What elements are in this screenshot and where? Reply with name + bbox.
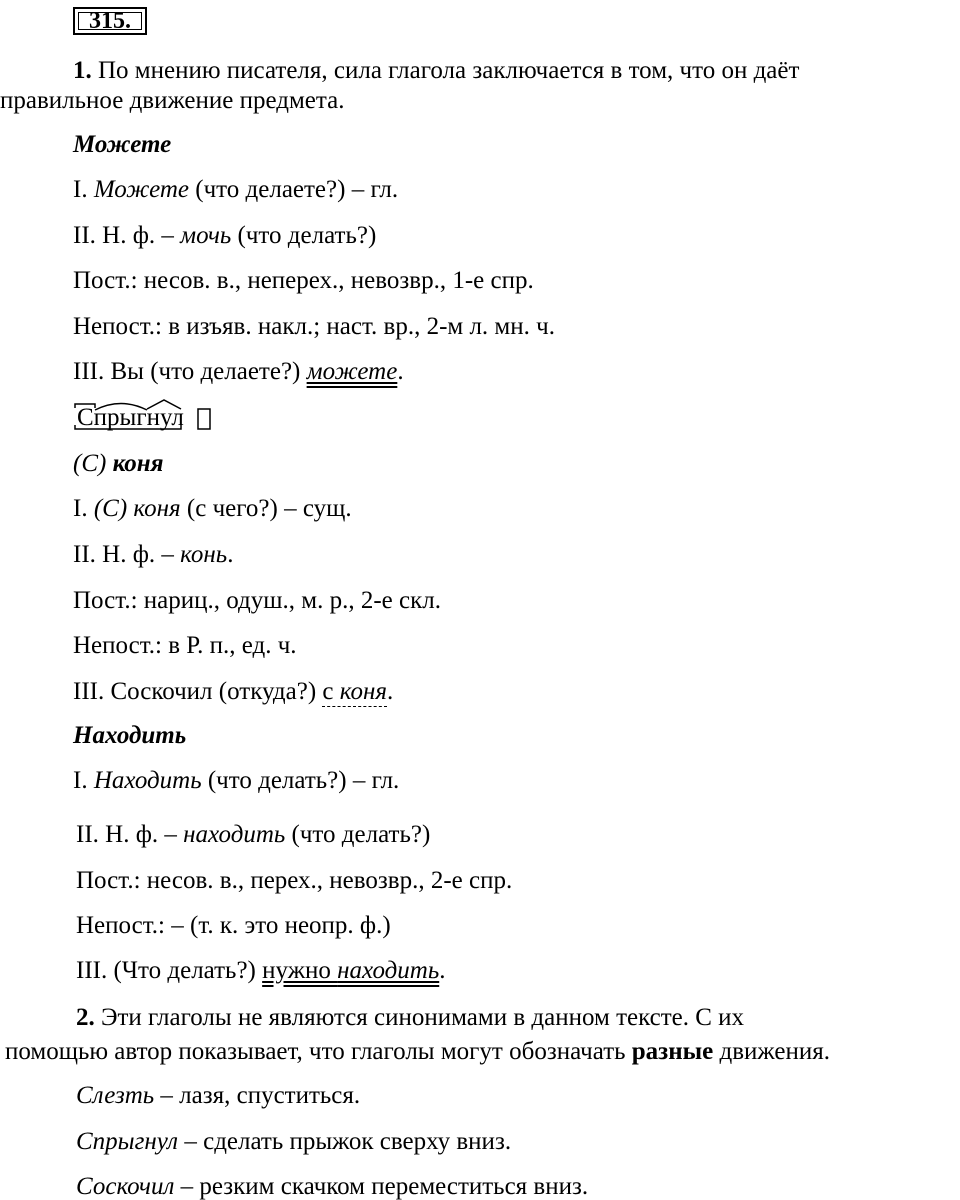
paragraph-2-line-1: [76, 1005, 744, 1030]
paragraph-2-number: 2.: [76, 1004, 95, 1031]
paragraph-1-line-1: [73, 58, 799, 83]
text: .: [387, 678, 394, 705]
definition-text: – лазя, спуститься.: [154, 1082, 361, 1109]
text-italic: (С): [73, 450, 113, 477]
text: III. Соскочил (откуда?): [73, 678, 323, 705]
definition-2: [76, 1129, 511, 1154]
text: движения.: [713, 1038, 830, 1065]
text-italic: конь: [180, 541, 228, 568]
text: с: [322, 678, 340, 705]
text: (с чего?) – сущ.: [180, 495, 352, 522]
konya-line-4: Непост.: в Р. п., ед. ч.: [73, 632, 297, 659]
paragraph-1-text-1: По мнению писателя, сила глагола заключается в том, что он даёт: [98, 57, 800, 84]
text-bold: разные: [631, 1038, 714, 1065]
predicate-underlined: можете: [306, 358, 398, 385]
text: (что делать?): [285, 821, 431, 848]
konya-heading: [73, 451, 164, 476]
adverbial-underlined: [322, 678, 387, 707]
paragraph-1-line-2: правильное движение предмета.: [0, 87, 345, 114]
konya-line-1: [73, 496, 352, 521]
konya-line-2: [73, 542, 233, 567]
mozhete-heading: Можете: [73, 131, 172, 158]
mozhete-line-1: [73, 177, 398, 202]
text: (что делать?) – гл.: [201, 767, 400, 794]
text: I.: [73, 767, 94, 794]
text: .: [227, 541, 234, 568]
text-bold-italic: коня: [112, 450, 164, 477]
nakhodit-line-4: Непост.: – (т. к. это неопр. ф.): [76, 912, 391, 939]
morpheme-word: Спрыгнул: [77, 404, 184, 431]
text: .: [439, 957, 446, 984]
exercise-number: 315.: [73, 7, 147, 35]
text-italic: находить: [183, 821, 286, 848]
text: III. (Что делать?): [76, 957, 263, 984]
definition-text: – сделать прыжок сверху вниз.: [178, 1128, 512, 1155]
konya-line-3: Пост.: нариц., одуш., м. р., 2-е скл.: [73, 587, 441, 614]
konya-line-5: [73, 679, 393, 704]
text-italic: (С) коня: [93, 495, 181, 522]
mozhete-line-5: [73, 359, 404, 384]
mozhete-line-2: [73, 223, 376, 248]
nakhodit-line-3: Пост.: несов. в., перех., невозвр., 2-е спр.: [76, 867, 513, 894]
text-italic: Находить: [93, 767, 202, 794]
text: I.: [73, 176, 94, 203]
text: II. Н. ф. –: [76, 821, 184, 848]
text: I.: [73, 495, 94, 522]
definition-1: [76, 1083, 360, 1108]
text: II. Н. ф. –: [73, 222, 181, 249]
text-italic: находить: [337, 957, 440, 984]
text: III. Вы (что делаете?): [73, 358, 307, 385]
text: нужно: [262, 957, 338, 984]
nakhodit-heading: Находить: [73, 722, 187, 749]
paragraph-2-line-2: [5, 1039, 830, 1064]
text-italic: мочь: [180, 222, 232, 249]
definition-term: Слезть: [76, 1082, 155, 1109]
text: II. Н. ф. –: [73, 541, 181, 568]
mozhete-line-4: Непост.: в изъяв. накл.; наст. вр., 2-м л. мн. ч.: [73, 313, 555, 340]
text: .: [397, 358, 404, 385]
mozhete-line-3: Пост.: несов. в., неперех., невозвр., 1-е спр.: [73, 267, 534, 294]
predicate-underlined: [262, 957, 439, 984]
nakhodit-line-1: [73, 768, 399, 793]
text: (что делать?): [231, 222, 377, 249]
nakhodit-line-5: [76, 958, 445, 983]
paragraph-1-number: 1.: [73, 57, 92, 84]
definition-term: Соскочил: [76, 1173, 175, 1200]
definition-term: Спрыгнул: [76, 1128, 179, 1155]
nakhodit-line-2: [76, 822, 430, 847]
text: помощью автор показывает, что глаголы могут обозначать: [5, 1038, 632, 1065]
text-italic: Можете: [93, 176, 190, 203]
text: Эти глаголы не являются синонимами в данном тексте. С их: [94, 1004, 745, 1031]
text-italic: коня: [339, 678, 388, 705]
definition-text: – резким скачком переместиться вниз.: [174, 1173, 589, 1200]
text: (что делаете?) – гл.: [189, 176, 399, 203]
definition-3: [76, 1174, 588, 1199]
